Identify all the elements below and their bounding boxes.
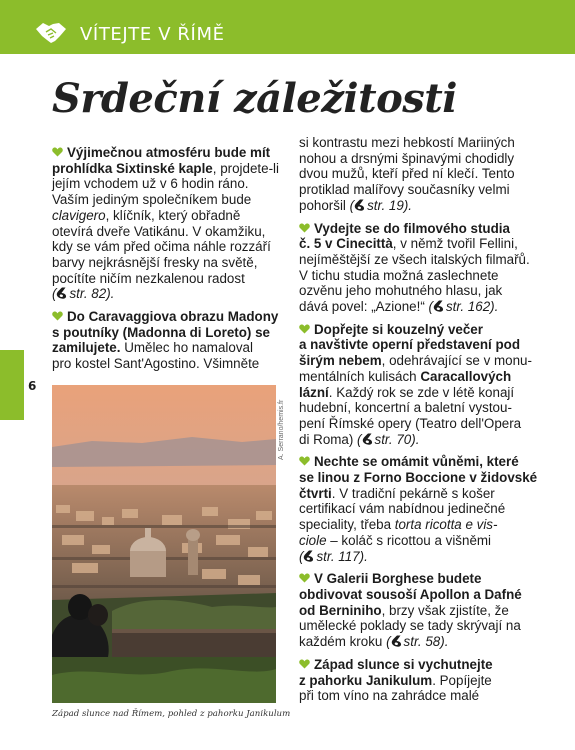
body-text: jejím vchodem už v 6 hodin ráno. [52,176,249,192]
body-text: protiklad malířovy současníky velmi [299,182,510,198]
tip-cinecitta [299,221,531,315]
page-reference-icon [303,550,314,562]
body-text: při tom víno na zahrádce malé [299,688,480,704]
tip-lead: a navštivte operní představení pod [299,337,521,353]
body-text: di Roma) [299,431,354,447]
ref-close: ). [403,197,412,213]
body-text: nejíměštější ze všech italských filmařů. [299,251,530,267]
italic-term: ciole [299,532,327,548]
page-reference-icon [391,635,402,647]
body-text: otevírá dveře Vatikánu. V okamžiku, [52,223,266,239]
body-text: kdy se vám před očima náhle rozzáří [52,239,271,255]
body-text: dvou mužů, kteří před ní klečí. Tento [299,166,515,182]
page-reference: str. 117 [316,548,360,564]
tip-janikulum [299,657,531,704]
text-column-left [52,145,277,379]
photo-caption: Západ slunce nad Římem, pohled z pahorku Janikulum [52,709,291,719]
body-text: , klíčník, který obřadně [105,207,241,223]
body-text: , odehrávající se v monu- [381,353,532,369]
page-reference: str. 82 [69,286,107,302]
body-text: Umělec ho namaloval [120,340,253,356]
ref-open: ( [345,197,355,213]
tip-forno-boccione [299,454,538,564]
body-text: certifikací vám nabídnou jedinečné [299,501,506,517]
body-text: V tichu studia možná zaslechnete [299,267,499,283]
heart-icon [299,456,310,466]
page-reference-icon [354,199,365,211]
tip-lead: s poutníky (Madonna di Loreto) se [52,324,270,340]
tip-caravaggio-cont [299,135,531,214]
heart-icon [299,659,310,669]
page-tab [0,350,24,420]
body-text: barvy nejkrásnější fresky na světě, [52,254,258,270]
heart-icon [52,311,63,321]
ref-close: ). [490,299,499,315]
ref-open: ( [353,431,362,447]
tip-lead: obdivovat sousoší Apollon a Dafné [299,586,522,602]
body-text: – koláč s ricottou a višněmi [326,532,492,548]
ref-open: ( [382,634,391,650]
body-text: , projdete-li [212,160,279,176]
page-reference-icon [362,433,373,445]
heart-icon [299,324,310,334]
page-reference: str. 70 [374,431,412,447]
tip-lead: z pahorku Janikulum [299,672,433,688]
tip-lead: od Berniniho [299,602,382,618]
page-number: 6 [28,379,37,393]
handshake-icon [34,20,68,46]
body-text: dává povel: „Azione!“ [299,299,425,315]
highlight-text: lázní [299,384,329,400]
highlight-text: prohlídka Sixtinské kaple [52,160,213,176]
tip-lead: Vydejte se do filmového studia [314,220,510,236]
tip-lead: širým nebem [299,353,382,369]
body-text: umělecké poklady se tady skrývají na [299,618,521,634]
ref-close: ). [359,548,368,564]
body-text: , brzy však zjistíte, že [381,602,509,618]
tip-lead: Výjimečnou atmosféru bude mít [67,145,271,160]
body-text: Vaším jediným společníkem bude [52,192,252,208]
tip-lead: Do Caravaggiova obrazu Madony [67,309,279,325]
tip-opera [299,322,531,448]
page-reference: str. 19 [367,197,404,213]
tip-lead: V Galerii Borghese budete [314,571,482,587]
ref-open: ( [424,299,433,315]
body-text: pro kostel Sant'Agostino. Všimněte [52,356,260,372]
rome-sunset-photo [52,385,276,703]
tip-caravaggio [52,309,277,372]
tip-lead: č. 5 v Cinecittà [299,236,393,252]
body-text: , v němž tvořil Fellini, [392,236,518,252]
body-text: každém kroku [299,634,383,650]
tip-lead: zamilujete. [52,340,121,356]
body-text: mentálních kulisách [299,368,421,384]
page-reference-icon [56,287,67,299]
text-column-right [299,135,538,711]
body-text: ozvěnu jeho mohutného hlasu, jak [299,283,503,299]
body-text: hudební, koncertní a baletní vystou- [299,400,512,416]
body-text: . Popíjejte [432,672,492,688]
page-title: Srdeční záležitosti [52,75,457,122]
body-text: speciality, třeba [299,517,395,533]
body-text: . Každý rok se zde v létě konají [328,384,515,400]
ref-close: ). [411,431,420,447]
photo-credit: A. Serrano/hemis.fr [278,399,285,460]
body-text: si kontrastu mezi hebkostí Mariiných [299,135,515,150]
body-text: pohoršil [299,197,346,213]
tip-lead: se linou z Forno Boccione v židovské [299,470,538,486]
body-text: pení Římské opery (Teatro dell'Opera [299,415,522,431]
tip-lead: čtvrti [299,485,332,501]
heart-icon [299,223,310,233]
italic-term: clavigero [52,207,106,223]
tip-lead: Nechte se omámit vůněmi, které [314,454,519,470]
tip-borghese [299,571,531,650]
body-text: . V tradiční pekárně s košer [331,485,495,501]
header-title: VÍTEJTE V ŘÍMĚ [80,24,225,45]
body-text: nohou a drsnými špinavými chodidly [299,150,515,166]
page-reference: str. 58 [403,634,441,650]
italic-term: torta ricotta e vis- [394,517,498,533]
tip-sistine-chapel [52,145,277,302]
ref-close: ). [106,286,115,302]
ref-open: ( [52,286,57,302]
highlight-text: Caracallových [420,368,512,384]
header-bar [0,0,575,54]
tip-lead: Dopřejte si kouzelný večer [314,321,483,337]
ref-close: ). [440,634,449,650]
body-text: pocítíte ničím nezkalenou radost [52,270,245,286]
heart-icon [299,573,310,583]
ref-open: ( [299,548,304,564]
heart-icon [52,147,63,157]
tip-lead: Západ slunce si vychutnejte [314,656,493,672]
page-reference: str. 162 [445,299,491,315]
page-reference-icon [433,300,444,312]
